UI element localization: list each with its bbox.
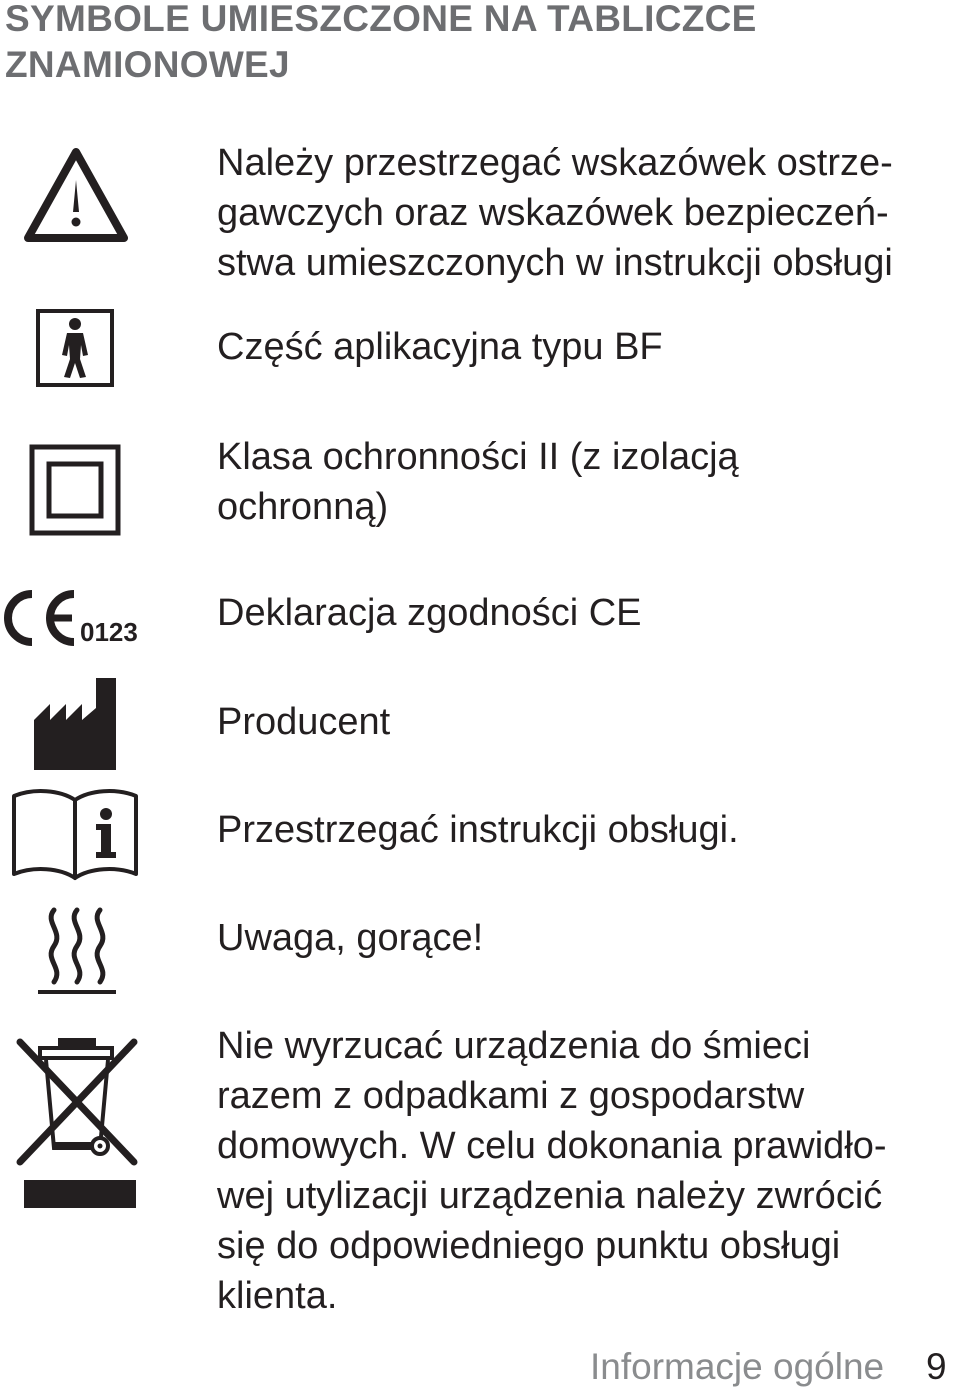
symbol-text-warning: Należy przestrzegać wskazówek ostrze- gawczych oraz wskazówek bezpieczeń- stwa umieszczonych w instrukcji obsługi [217, 142, 893, 284]
symbol-text-weee: Nie wyrzucać urządzenia do śmieci razem z odpadkami z gospodarstw domowych. W celu dokonania prawidło- wej utylizacji urządzenia należy zwrócić się do odpowiedniego punktu obsługi klienta. [217, 1025, 887, 1317]
symbol-text-class-ii: Klasa ochronności II (z izolacją ochronną) [217, 436, 739, 528]
weee-crossed-bin-icon [14, 1032, 140, 1212]
page-number: 9 [926, 1346, 947, 1387]
symbol-text-manual: Przestrzegać instrukcji obsługi. [217, 809, 739, 851]
ce-number: 0123 [80, 617, 138, 647]
page-heading: SYMBOLE UMIESZCZONE NA TABLICZCE ZNAMIONOWEJ [5, 0, 757, 85]
warning-triangle-icon [22, 146, 130, 244]
type-bf-applied-part-icon [36, 309, 116, 389]
symbol-text-hot: Uwaga, gorące! [217, 917, 484, 959]
symbol-text-manufacturer: Producent [217, 701, 391, 743]
symbol-text-ce: Deklaracja zgodności CE [217, 592, 642, 634]
hot-surface-icon [34, 906, 120, 996]
ce-mark-icon [4, 588, 150, 648]
manufacturer-factory-icon [32, 676, 120, 772]
instruction-manual-icon [10, 786, 140, 882]
footer-section-label: Informacje ogólne [590, 1346, 885, 1387]
symbol-text-type-bf: Część aplikacyjna typu BF [217, 326, 663, 368]
class-ii-double-square-icon [29, 444, 121, 536]
